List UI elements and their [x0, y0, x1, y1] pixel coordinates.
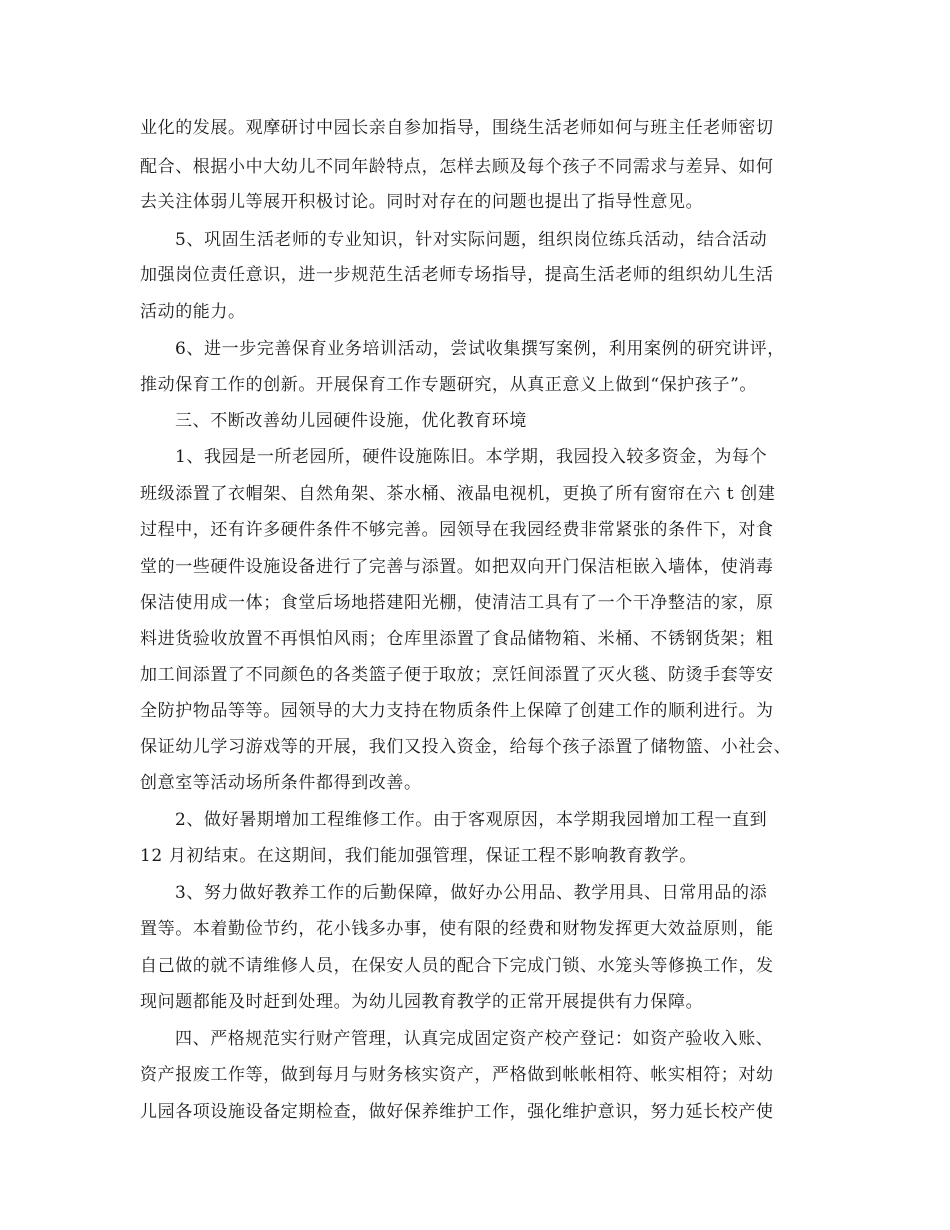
- text-line: 业化的发展。观摩研讨中园长亲自参加指导，围绕生活老师如何与班主任老师密切: [140, 118, 774, 138]
- text-line: 保洁使用成一体；食堂后场地搭建阳光棚，使清洁工具有了一个干净整洁的家，原: [140, 593, 774, 613]
- text-line: 现问题都能及时赶到处理。为幼儿园教育教学的正常开展提供有力保障。: [140, 992, 704, 1012]
- text-line: 加工间添置了不同颜色的各类篮子便于取放；烹饪间添置了灭火毯、防烫手套等安: [140, 665, 774, 685]
- section-heading: 四、严格规范实行财产管理，认真完成固定资产校产登记：如资产验收入账、: [175, 1029, 774, 1049]
- text-line: 6、进一步完善保育业务培训活动，尝试收集撰写案例，利用案例的研究讲评，: [175, 339, 785, 359]
- text-line: 配合、根据小中大幼儿不同年龄特点，怎样去顾及每个孩子不同需求与差异、如何: [140, 157, 774, 177]
- text-line: 去关注体弱儿等展开积极讨论。同时对存在的问题也提出了指导性意见。: [140, 192, 704, 212]
- text-line: 1、我园是一所老园所，硬件设施陈旧。本学期，我园投入较多资金，为每个: [175, 447, 768, 467]
- text-line: 自己做的就不请维修人员，在保安人员的配合下完成门锁、水笼头等修换工作，发: [140, 956, 774, 976]
- text-line: 创意室等活动场所条件都得到改善。: [140, 773, 422, 793]
- section-heading: 三、不断改善幼儿园硬件设施，优化教育环境: [175, 411, 527, 431]
- text-line: 3、努力做好教养工作的后勤保障，做好办公用品、教学用具、日常用品的添: [175, 883, 768, 903]
- text-line: 过程中，还有许多硬件条件不够完善。园领导在我园经费非常紧张的条件下，对食: [140, 520, 774, 540]
- text-line: 2、做好暑期增加工程维修工作。由于客观原因，本学期我园增加工程一直到: [175, 810, 768, 830]
- text-line: 班级添置了衣帽架、自然角架、茶水桶、液晶电视机，更换了所有窗帘在六 t 创建: [140, 484, 776, 504]
- text-line: 12 月初结束。在这期间，我们能加强管理，保证工程不影响教育教学。: [140, 846, 697, 866]
- text-line: 保证幼儿学习游戏等的开展，我们又投入资金，给每个孩子添置了储物篮、小社会、: [140, 737, 792, 757]
- text-line: 全防护物品等等。园领导的大力支持在物质条件上保障了创建工作的顺利进行。为: [140, 701, 774, 721]
- text-line: 儿园各项设施设备定期检查，做好保养维护工作，强化维护意识，努力延长校产使: [140, 1102, 774, 1122]
- text-line: 活动的能力。: [140, 302, 246, 322]
- text-line: 加强岗位责任意识，进一步规范生活老师专场指导，提高生活老师的组织幼儿生活: [140, 265, 774, 285]
- text-line: 推动保育工作的创新。开展保育工作专题研究，从真正意义上做到“保护孩子”。: [140, 375, 757, 395]
- text-line: 5、巩固生活老师的专业知识，针对实际问题，组织岗位练兵活动，结合活动: [175, 230, 768, 250]
- text-line: 料进货验收放置不再惧怕风雨；仓库里添置了食品储物箱、米桶、不锈钢货架；粗: [140, 629, 774, 649]
- text-line: 堂的一些硬件设施设备进行了完善与添置。如把双向开门保洁柜嵌入墙体，使消毒: [140, 557, 774, 577]
- text-line: 置等。本着勤俭节约，花小钱多办事，使有限的经费和财物发挥更大效益原则，能: [140, 919, 774, 939]
- text-line: 资产报废工作等，做到每月与财务核实资产，严格做到帐帐相符、帐实相符；对幼: [140, 1065, 774, 1085]
